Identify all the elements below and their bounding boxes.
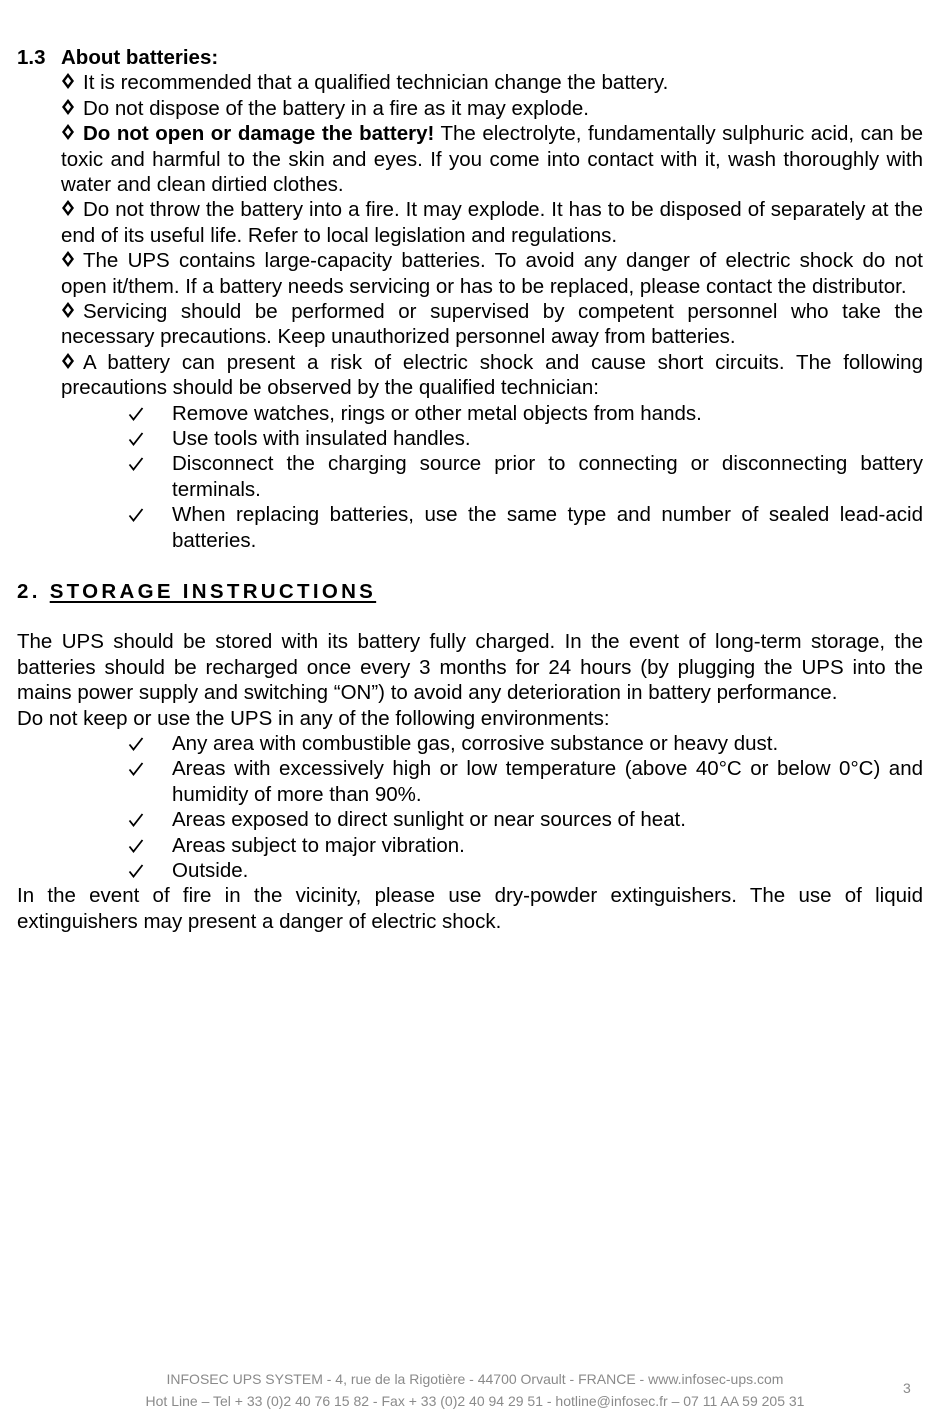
checkmark-icon bbox=[128, 502, 150, 527]
check-item bbox=[17, 858, 923, 883]
bullet-text: Do not dispose of the battery in a fire as it may explode. bbox=[83, 96, 589, 120]
bullet-text: Do not throw the battery into a fire. It may explode. It has to be disposed of separately at the end of its useful life. Refer to local legislation and regulations. bbox=[61, 198, 923, 247]
check-text: Areas subject to major vibration. bbox=[172, 833, 465, 857]
bullet-item bbox=[61, 121, 923, 197]
diamond-bullet-icon bbox=[61, 96, 83, 121]
checkmark-icon bbox=[128, 731, 150, 756]
bullet-text: It is recommended that a qualified technician change the battery. bbox=[83, 71, 669, 95]
bullet-text: A battery can present a risk of electric shock and cause short circuits. The following precautions should be observed by the qualified technician: bbox=[61, 350, 923, 400]
diamond-bullet-icon bbox=[61, 248, 83, 273]
check-item bbox=[17, 807, 923, 832]
fire-paragraph: In the event of fire in the vicinity, please use dry-powder extinguishers. The use of liquid extinguishers may present a danger of electric shock. bbox=[17, 884, 923, 933]
checkmark-icon bbox=[128, 401, 150, 426]
bullet-item bbox=[61, 299, 923, 350]
bullet-text: Servicing should be performed or supervised by competent personnel who take the necessary precautions. Keep unauthorized personnel away from batteries. bbox=[61, 300, 923, 349]
section-number: 2. bbox=[17, 579, 41, 603]
bullet-bold-text: Do not open or damage the battery! bbox=[83, 122, 435, 146]
diamond-bullet-icon bbox=[61, 350, 83, 375]
spacer bbox=[17, 553, 923, 578]
diamond-bullet-icon bbox=[61, 299, 83, 324]
diamond-bullet-icon bbox=[61, 70, 83, 95]
footer-address: INFOSEC UPS SYSTEM - 4, rue de la Rigotière - 44700 Orvault - FRANCE - www.infosec-ups.com bbox=[166, 1371, 784, 1387]
check-text: Use tools with insulated handles. bbox=[172, 427, 471, 451]
check-text: When replacing batteries, use the same type and number of sealed lead-acid batteries. bbox=[172, 503, 923, 552]
bullet-item bbox=[61, 197, 923, 248]
checkmark-icon bbox=[128, 858, 150, 883]
check-text: Any area with combustible gas, corrosive substance or heavy dust. bbox=[172, 731, 779, 755]
checkmark-icon bbox=[128, 426, 150, 451]
check-item bbox=[17, 731, 923, 756]
section-number: 1.3 bbox=[17, 46, 46, 69]
battery-bullet-list bbox=[61, 70, 923, 400]
section-1-3-heading bbox=[17, 45, 923, 70]
storage-paragraph: The UPS should be stored with its battery fully charged. In the event of long-term storage, the batteries should be recharged once every 3 months for 24 hours (by plugging the UPS into the mains power supply and switching “ON”) to avoid any deterioration in battery performance. bbox=[17, 630, 923, 705]
check-item bbox=[17, 451, 923, 502]
spacer bbox=[17, 604, 923, 629]
checkmark-icon bbox=[128, 451, 150, 476]
checkmark-icon bbox=[128, 756, 150, 781]
battery-precautions-list bbox=[17, 401, 923, 553]
bullet-item bbox=[61, 350, 923, 401]
check-text: Areas exposed to direct sunlight or near sources of heat. bbox=[172, 808, 686, 832]
page-number: 3 bbox=[903, 1380, 911, 1396]
bullet-item bbox=[61, 248, 923, 299]
section-title: STORAGE INSTRUCTIONS bbox=[49, 579, 377, 603]
check-text: Areas with excessively high or low temperature (above 40°C or below 0°C) and humidity of more than 90%. bbox=[172, 757, 923, 806]
section-title: About batteries: bbox=[61, 46, 219, 69]
check-item bbox=[17, 401, 923, 426]
checkmark-icon bbox=[128, 833, 150, 858]
check-text: Outside. bbox=[172, 858, 249, 882]
bullet-text: The UPS contains large-capacity batteries. To avoid any danger of electric shock do not open it/them. If a battery needs servicing or has to be replaced, please contact the distributor. bbox=[61, 249, 923, 298]
bullet-item bbox=[61, 70, 923, 95]
check-item bbox=[17, 426, 923, 451]
section-2-heading bbox=[17, 579, 923, 604]
check-item bbox=[17, 833, 923, 858]
diamond-bullet-icon bbox=[61, 121, 83, 146]
footer-contact: Hot Line – Tel + 33 (0)2 40 76 15 82 - Fax + 33 (0)2 40 94 29 51 - hotline@infosec.fr – 07 11 AA 59 205 31 bbox=[145, 1393, 805, 1409]
bullet-item bbox=[61, 96, 923, 121]
document-page bbox=[17, 45, 923, 934]
check-text: Remove watches, rings or other metal objects from hands. bbox=[172, 401, 702, 425]
checkmark-icon bbox=[128, 807, 150, 832]
environments-intro: Do not keep or use the UPS in any of the following environments: bbox=[17, 706, 610, 730]
environments-list bbox=[17, 731, 923, 883]
check-item bbox=[17, 756, 923, 807]
bullet-text: The electrolyte, fundamentally sulphuric acid, can be toxic and harmful to the skin and eyes. If you come into contact with it, wash thoroughly with water and clean dirtied clothes. bbox=[61, 122, 923, 197]
page-footer bbox=[0, 1368, 950, 1412]
check-text: Disconnect the charging source prior to connecting or disconnecting battery terminals. bbox=[172, 452, 923, 501]
diamond-bullet-icon bbox=[61, 197, 83, 222]
check-item bbox=[17, 502, 923, 553]
